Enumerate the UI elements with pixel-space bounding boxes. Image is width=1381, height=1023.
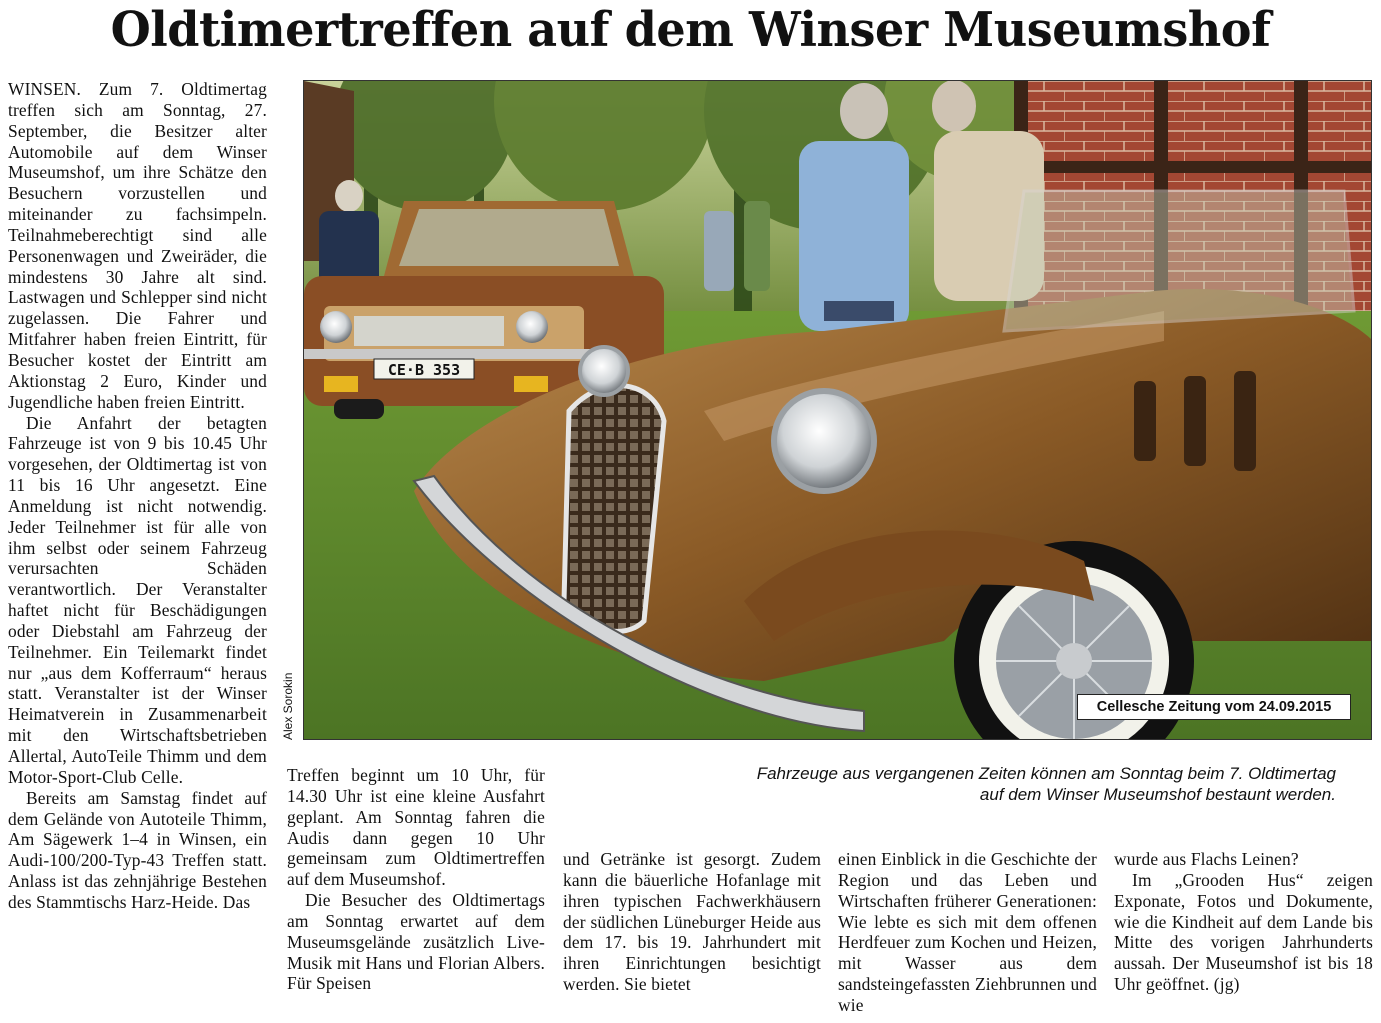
article-column-4: [838, 849, 1097, 1016]
article-column-5: [1114, 849, 1373, 995]
paragraph-saturday: Bereits am Samstag findet auf dem Gelände von Autoteile Thimm, Am Sägewerk 1–4 in Winsen, ein Audi-100/200-Typ-43 Treffen statt. Anlass ist das zehnjährige Bestehen des Stammtischs Harz-Heide. Das: [8, 787, 267, 912]
photo-caption: [636, 763, 1336, 805]
article-column-3: [563, 849, 821, 995]
caption-line-1: Fahrzeuge aus vergangenen Zeiten können am Sonntag beim 7. Oldtimertag: [756, 764, 1336, 783]
paragraph-grooden-hus: Im „Grooden Hus“ zeigen Exponate, Fotos und Dokumente, wie die Kindheit auf dem Lande bis Mitte des vorigen Jahrhunderts aussah. Der Museumshof ist bis 18 Uhr geöffnet. (jg): [1114, 869, 1373, 995]
photo-credit-text: Alex Sorokin: [281, 672, 295, 740]
paragraph-flax: wurde aus Flachs Leinen?: [1114, 849, 1299, 869]
paragraph-audi-treffen: Treffen beginnt um 10 Uhr, für 14.30 Uhr ist eine kleine Ausfahrt geplant. Am Sonntag fahren die Audis dann gegen 10 Uhr gemeinsam zum Oldtimertreffen auf dem Museumshof.: [287, 765, 545, 890]
article-headline: Oldtimertreffen auf dem Winser Museumshof: [110, 2, 1271, 58]
source-badge: Cellesche Zeitung vom 24.09.2015: [1077, 694, 1351, 720]
article-column-1: [8, 79, 267, 913]
paragraph-arrival: Die Anfahrt der betagten Fahrzeuge ist von 9 bis 10.45 Uhr vorgesehen, der Oldtimertag ist von 11 bis 16 Uhr angesetzt. Eine Anmeldung ist nicht notwendig. Jeder Teilnehmer ist für alle von ihm selbst oder seinem Fahrzeug verursachten Schäden verantwortlich. Der Veranstalter haftet nicht für Beschädigungen oder Diebstahl am Fahrzeug der Teilnehmer. Ein Teilemarkt findet nur „aus dem Kofferraum“ heraus statt. Veranstalter ist der Winser Heimatverein in Zusammenarbeit mit den Wirtschaftsbetrieben Allertal, AutoTeile Thimm und dem Motor-Sport-Club Celle.: [8, 412, 267, 787]
article-photo: [303, 80, 1372, 740]
article-column-2: [287, 765, 545, 994]
photo-credit: [281, 672, 301, 760]
license-plate: CE·B 353: [387, 361, 461, 379]
caption-line-2: auf dem Winser Museumshof bestaunt werden.: [979, 785, 1336, 804]
paragraph-food-museum: und Getränke ist gesorgt. Zudem kann die bäuerliche Hofanlage mit ihren typischen Fachwerkhäusern der südlichen Lüneburger Heide aus dem 17. bis 19. Jahrhundert mit ihren Einrichtungen besichtigt werden. Sie bietet: [563, 849, 821, 995]
paragraph-history: einen Einblick in die Geschichte der Region und das Leben und Wirtschaften früherer Generationen: Wie lebte es sich mit dem offenen Herdfeuer zum Kochen und Heizen, mit Wasser aus dem sandsteingefassten Ziehbrunnen und wie: [838, 849, 1097, 1015]
paragraph-intro: WINSEN. Zum 7. Oldtimertag treffen sich am Sonntag, 27. September, die Besitzer alter Automobile auf dem Winser Museumshof, um ihre Schätze den Besuchern vorzustellen und miteinander zu fachsimpeln. Teilnahmeberechtigt sind alle Personenwagen und Zweiräder, die mindestens 30 Jahre alt sind. Lastwagen und Schlepper sind nicht zugelassen. Die Fahrer und Mitfahrer haben freien Eintritt, für Besucher kostet der Eintritt am Aktionstag 2 Euro, Kinder und Jugendliche haben freien Eintritt.: [8, 79, 267, 412]
paragraph-visitors: Die Besucher des Oldtimertags am Sonntag erwartet auf dem Museumsgelände zusätzlich Live-Musik mit Hans und Florian Albers. Für Speisen: [287, 890, 545, 994]
oldtimer-car-photo: [304, 81, 1372, 740]
